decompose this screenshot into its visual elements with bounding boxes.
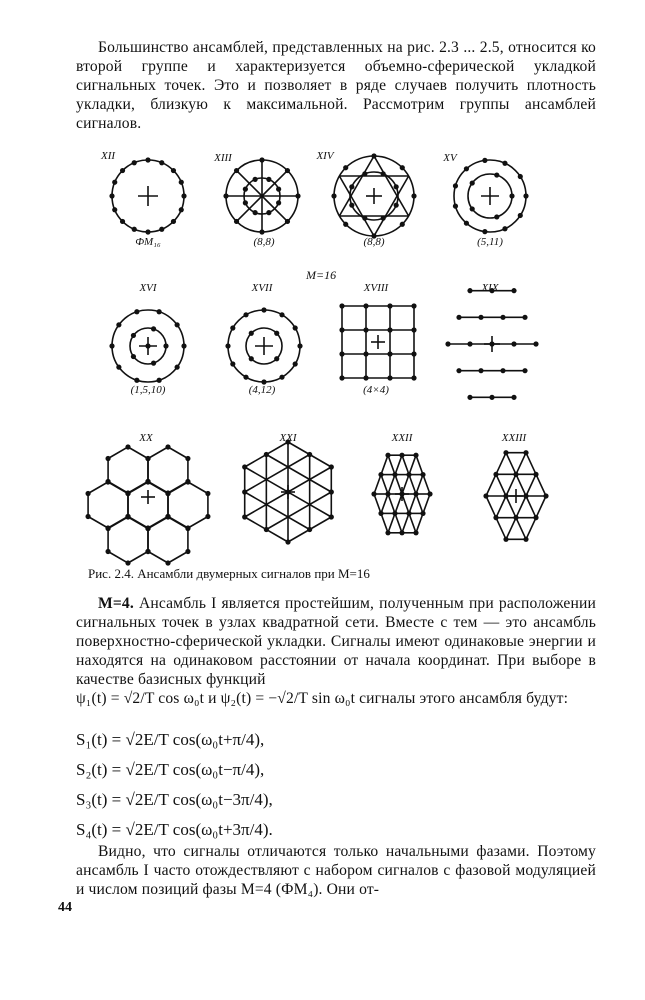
signal-point xyxy=(151,326,156,331)
signal-point xyxy=(165,444,170,449)
signal-point xyxy=(456,368,461,373)
signal-point xyxy=(253,177,258,182)
signal-point xyxy=(145,549,150,554)
signal-point xyxy=(385,491,390,496)
signal-point xyxy=(518,213,523,218)
signal-point xyxy=(120,168,125,173)
signal-point xyxy=(171,168,176,173)
signal-point xyxy=(543,493,548,498)
signal-point xyxy=(427,491,432,496)
edge xyxy=(506,453,516,475)
edge xyxy=(88,517,108,529)
edge xyxy=(388,455,395,474)
edge xyxy=(128,482,148,494)
signal-point xyxy=(134,309,139,314)
edge xyxy=(416,455,423,474)
signal-point xyxy=(205,491,210,496)
signal-point xyxy=(464,221,469,226)
signal-point xyxy=(493,472,498,477)
signal-point xyxy=(392,511,397,516)
sub-xiii: (8,8) xyxy=(253,236,275,248)
edge xyxy=(526,453,536,475)
signal-point xyxy=(85,514,90,519)
edge xyxy=(506,518,516,540)
signal-point xyxy=(400,222,405,227)
signal-point xyxy=(242,489,247,494)
signal-point xyxy=(478,368,483,373)
signal-point xyxy=(112,207,117,212)
edge xyxy=(516,474,526,496)
signal-point xyxy=(171,219,176,224)
signal-point xyxy=(175,365,180,370)
edge xyxy=(536,474,546,496)
signal-point xyxy=(163,343,168,348)
signal-point xyxy=(509,193,514,198)
edge xyxy=(395,494,402,513)
signal-point xyxy=(494,214,499,219)
edge xyxy=(416,494,423,513)
edge xyxy=(128,447,148,459)
signal-point xyxy=(399,530,404,535)
signal-point xyxy=(339,303,344,308)
edge xyxy=(262,196,287,221)
signal-point xyxy=(363,351,368,356)
signal-point xyxy=(242,514,247,519)
signal-point xyxy=(371,491,376,496)
signal-point xyxy=(522,315,527,320)
signal-point xyxy=(339,375,344,380)
body-text xyxy=(76,594,596,689)
signal-point xyxy=(185,479,190,484)
signal-point xyxy=(242,464,247,469)
signal-point xyxy=(276,200,281,205)
edge xyxy=(516,496,526,518)
sub-xviii: (4×4) xyxy=(363,384,389,396)
signal-point xyxy=(467,341,472,346)
edge xyxy=(486,474,496,496)
signal-point xyxy=(276,187,281,192)
sub-xvi: (1,5,10) xyxy=(130,384,166,396)
signal-point xyxy=(331,193,336,198)
signal-point xyxy=(420,511,425,516)
signal-point xyxy=(503,537,508,542)
signal-point xyxy=(109,343,114,348)
signal-point xyxy=(411,375,416,380)
edge xyxy=(496,474,506,496)
signal-point xyxy=(413,491,418,496)
signal-point xyxy=(165,560,170,565)
signal-point xyxy=(482,229,487,234)
edge xyxy=(388,475,395,494)
label-xiii: XIII xyxy=(214,152,232,164)
edge xyxy=(395,455,402,474)
signal-point xyxy=(116,322,121,327)
signal-point xyxy=(483,493,488,498)
label-xvi: XVI xyxy=(139,282,157,294)
edge xyxy=(381,455,388,474)
signal-point xyxy=(274,331,279,336)
signal-point xyxy=(399,453,404,458)
edge xyxy=(108,552,128,564)
signal-point xyxy=(464,166,469,171)
edge xyxy=(516,518,526,540)
signal-point xyxy=(261,307,266,312)
signal-point xyxy=(533,515,538,520)
signal-point xyxy=(266,210,271,215)
signal-point xyxy=(363,303,368,308)
signal-point xyxy=(134,378,139,383)
signal-point xyxy=(523,537,528,542)
signal-point xyxy=(249,356,254,361)
equation-1: S₁(t) = √2E/T cos(ω₀t+π/4), xyxy=(76,730,265,749)
signal-point xyxy=(400,165,405,170)
signal-point xyxy=(411,327,416,332)
signal-point xyxy=(243,200,248,205)
signal-point xyxy=(120,219,125,224)
signal-point xyxy=(165,491,170,496)
edge xyxy=(108,517,128,529)
signal-point xyxy=(339,351,344,356)
signal-point xyxy=(307,527,312,532)
body-p1: Ансамбль I является простейшим, полученным при расположении сигнальных точек в узлах квадратной сети. Вместе с тем — это ансамбль поверхностно-сферической укладки. Сигналы имеют одинаковые энергии и находятся на одинаковом расстоянии от начала координат. При выборе в качестве базисных функций xyxy=(76,595,596,688)
edge xyxy=(496,518,506,540)
signal-point xyxy=(511,395,516,400)
label-xxii: XXII xyxy=(391,432,413,444)
edge xyxy=(237,171,262,196)
label-xxi: XXI xyxy=(279,432,297,444)
signal-point xyxy=(363,375,368,380)
signal-point xyxy=(478,315,483,320)
edge xyxy=(395,513,402,532)
edge xyxy=(168,482,188,494)
signal-point xyxy=(420,472,425,477)
signal-point xyxy=(394,203,399,208)
edge xyxy=(395,475,402,494)
edge xyxy=(506,496,516,518)
edge xyxy=(526,496,536,518)
edge xyxy=(108,482,128,494)
label-xiv: XIV xyxy=(316,150,334,162)
edge xyxy=(128,517,148,529)
signal-point xyxy=(151,361,156,366)
signal-point xyxy=(518,174,523,179)
signal-point xyxy=(513,472,518,477)
signal-point xyxy=(329,514,334,519)
edge xyxy=(108,447,128,459)
signal-point xyxy=(343,222,348,227)
signal-point xyxy=(243,375,248,380)
label-xvii: XVII xyxy=(251,282,273,294)
signal-point xyxy=(279,375,284,380)
body-paragraph xyxy=(76,594,596,708)
signal-point xyxy=(523,493,528,498)
signal-point xyxy=(185,526,190,531)
edge xyxy=(128,552,148,564)
equation-3: S₃(t) = √2E/T cos(ω₀t−3π/4), xyxy=(76,790,273,809)
page-number: 44 xyxy=(58,900,72,915)
signal-point xyxy=(394,184,399,189)
label-xii: XII xyxy=(100,150,116,162)
signal-point xyxy=(112,180,117,185)
signal-point xyxy=(131,354,136,359)
edge xyxy=(148,447,168,459)
edge xyxy=(402,455,409,474)
sub-xv: (5,11) xyxy=(477,236,503,248)
edge xyxy=(409,513,416,532)
signal-point xyxy=(339,327,344,332)
signal-point xyxy=(470,206,475,211)
signal-point xyxy=(362,216,367,221)
edge xyxy=(381,494,388,513)
edge xyxy=(237,196,262,221)
edge xyxy=(496,496,506,518)
signal-point xyxy=(175,322,180,327)
signal-point xyxy=(349,184,354,189)
edge xyxy=(416,513,423,532)
signal-point xyxy=(523,450,528,455)
signal-point xyxy=(406,472,411,477)
signal-point xyxy=(230,361,235,366)
edge xyxy=(526,518,536,540)
signal-point xyxy=(159,160,164,165)
label-xix: XIX xyxy=(481,282,499,294)
sub-xii: ФМ₁₆ xyxy=(135,236,161,248)
signal-point xyxy=(500,315,505,320)
signal-point xyxy=(132,227,137,232)
edge xyxy=(148,552,168,564)
signal-point xyxy=(125,444,130,449)
signal-point xyxy=(243,187,248,192)
signal-point xyxy=(105,479,110,484)
edge xyxy=(188,482,208,494)
signal-point xyxy=(500,368,505,373)
edge xyxy=(416,475,423,494)
equation-2: S₂(t) = √2E/T cos(ω₀t−π/4), xyxy=(76,760,265,779)
signal-point xyxy=(125,491,130,496)
signal-point xyxy=(502,226,507,231)
signal-point xyxy=(413,530,418,535)
edge xyxy=(374,494,381,513)
signal-point xyxy=(264,527,269,532)
edge xyxy=(168,552,188,564)
signal-point xyxy=(293,325,298,330)
edge xyxy=(374,475,381,494)
signal-point xyxy=(157,309,162,314)
edge xyxy=(536,496,546,518)
edge xyxy=(168,517,188,529)
signal-point xyxy=(125,514,130,519)
label-xv: XV xyxy=(443,152,457,164)
basis-line: ψ₁(t) = √2/T cos ω₀t и ψ₂(t) = −√2/T sin ω₀t сигналы этого ансамбля будут: xyxy=(76,690,569,707)
signal-point xyxy=(467,395,472,400)
sub-xvii: (4,12) xyxy=(248,384,276,396)
signal-point xyxy=(243,312,248,317)
signal-point xyxy=(385,453,390,458)
signal-point xyxy=(279,312,284,317)
edge xyxy=(526,474,536,496)
signal-point xyxy=(274,356,279,361)
signal-point xyxy=(533,341,538,346)
signal-point xyxy=(378,511,383,516)
signal-point xyxy=(285,539,290,544)
signal-point xyxy=(293,361,298,366)
edge xyxy=(88,482,108,494)
signal-point xyxy=(522,368,527,373)
signal-point xyxy=(456,315,461,320)
signal-point xyxy=(406,511,411,516)
edge xyxy=(388,513,395,532)
edge xyxy=(381,475,388,494)
edge xyxy=(516,453,526,475)
signal-point xyxy=(413,453,418,458)
signal-point xyxy=(307,452,312,457)
m-label: M=16 xyxy=(306,268,337,282)
signal-point xyxy=(387,351,392,356)
edge xyxy=(402,494,409,513)
edge xyxy=(496,453,506,475)
signal-point xyxy=(145,479,150,484)
signal-point xyxy=(185,456,190,461)
signal-point xyxy=(411,351,416,356)
figure-caption: Рис. 2.4. Ансамбли двумерных сигналов при M=16 xyxy=(88,566,370,581)
signal-point xyxy=(159,227,164,232)
signal-point xyxy=(411,193,416,198)
signal-point xyxy=(105,526,110,531)
signal-point xyxy=(503,450,508,455)
signal-point xyxy=(225,343,230,348)
edge xyxy=(148,517,168,529)
intro-text: Большинство ансамблей, представленных на рис. 2.3 ... 2.5, относится ко второй группе и характеризуется объемно-сферической укладкой сигнальных точек. Это и позволяет в ряде случаев получить плотность укладки, близкую к максимальной. Рассмотрим группы ансамблей сигналов. xyxy=(76,39,596,132)
edge xyxy=(388,494,395,513)
closing-text: Видно, что сигналы отличаются только начальными фазами. Поэтому ансамбль I часто отождествляют с набором сигналов с фазовой модуляцией и числом позиций фазы M=4 (ФМ₄). Они от- xyxy=(76,843,596,898)
signal-point xyxy=(453,204,458,209)
signal-point xyxy=(493,515,498,520)
signal-point xyxy=(329,464,334,469)
signal-point xyxy=(297,343,302,348)
label-xx: XX xyxy=(139,432,153,444)
edge xyxy=(148,482,168,494)
sub-xiv: (8,8) xyxy=(363,236,385,248)
signal-point xyxy=(381,216,386,221)
signal-point xyxy=(105,549,110,554)
signal-point xyxy=(387,303,392,308)
signal-point xyxy=(249,331,254,336)
edge xyxy=(381,513,388,532)
signal-point xyxy=(387,375,392,380)
signal-point xyxy=(343,165,348,170)
edge xyxy=(506,474,516,496)
signal-point xyxy=(264,452,269,457)
signal-point xyxy=(145,229,150,234)
signal-point xyxy=(363,327,368,332)
signal-point xyxy=(157,378,162,383)
signal-point xyxy=(362,171,367,176)
label-xviii: XVIII xyxy=(363,282,389,294)
edge xyxy=(168,447,188,459)
signal-point xyxy=(253,210,258,215)
signal-point xyxy=(381,171,386,176)
signal-point xyxy=(503,493,508,498)
edge xyxy=(262,171,287,196)
signal-point xyxy=(131,333,136,338)
edge xyxy=(409,494,416,513)
edge xyxy=(402,513,409,532)
signal-point xyxy=(329,489,334,494)
equation-4: S₄(t) = √2E/T cos(ω₀t+3π/4). xyxy=(76,820,273,839)
signal-point xyxy=(230,325,235,330)
signal-point xyxy=(85,491,90,496)
signal-point xyxy=(387,327,392,332)
signal-point xyxy=(266,177,271,182)
lead-label: M=4. xyxy=(98,595,134,612)
signal-point xyxy=(145,456,150,461)
signal-point xyxy=(513,515,518,520)
signal-point xyxy=(502,161,507,166)
label-xxiii: XXIII xyxy=(501,432,527,444)
signal-point xyxy=(181,193,186,198)
edge xyxy=(402,475,409,494)
signal-point xyxy=(145,525,150,530)
signal-point xyxy=(179,207,184,212)
signal-point xyxy=(181,343,186,348)
signal-point xyxy=(179,180,184,185)
edge xyxy=(423,494,430,513)
signal-point xyxy=(105,456,110,461)
signal-point xyxy=(349,203,354,208)
signal-point xyxy=(533,472,538,477)
signal-point xyxy=(489,395,494,400)
closing-paragraph xyxy=(76,842,596,899)
edge xyxy=(423,475,430,494)
signal-point xyxy=(511,341,516,346)
edge xyxy=(409,475,416,494)
signal-point xyxy=(494,172,499,177)
edge xyxy=(409,455,416,474)
signal-point xyxy=(392,472,397,477)
signal-point xyxy=(116,365,121,370)
signal-point xyxy=(411,303,416,308)
signal-point xyxy=(453,183,458,188)
edge xyxy=(486,496,496,518)
signal-point xyxy=(125,560,130,565)
signal-point xyxy=(378,472,383,477)
signal-point xyxy=(523,193,528,198)
signal-point xyxy=(470,180,475,185)
signal-point xyxy=(109,193,114,198)
edge xyxy=(188,517,208,529)
signal-point xyxy=(445,341,450,346)
signal-point xyxy=(371,153,376,158)
signal-point xyxy=(385,530,390,535)
